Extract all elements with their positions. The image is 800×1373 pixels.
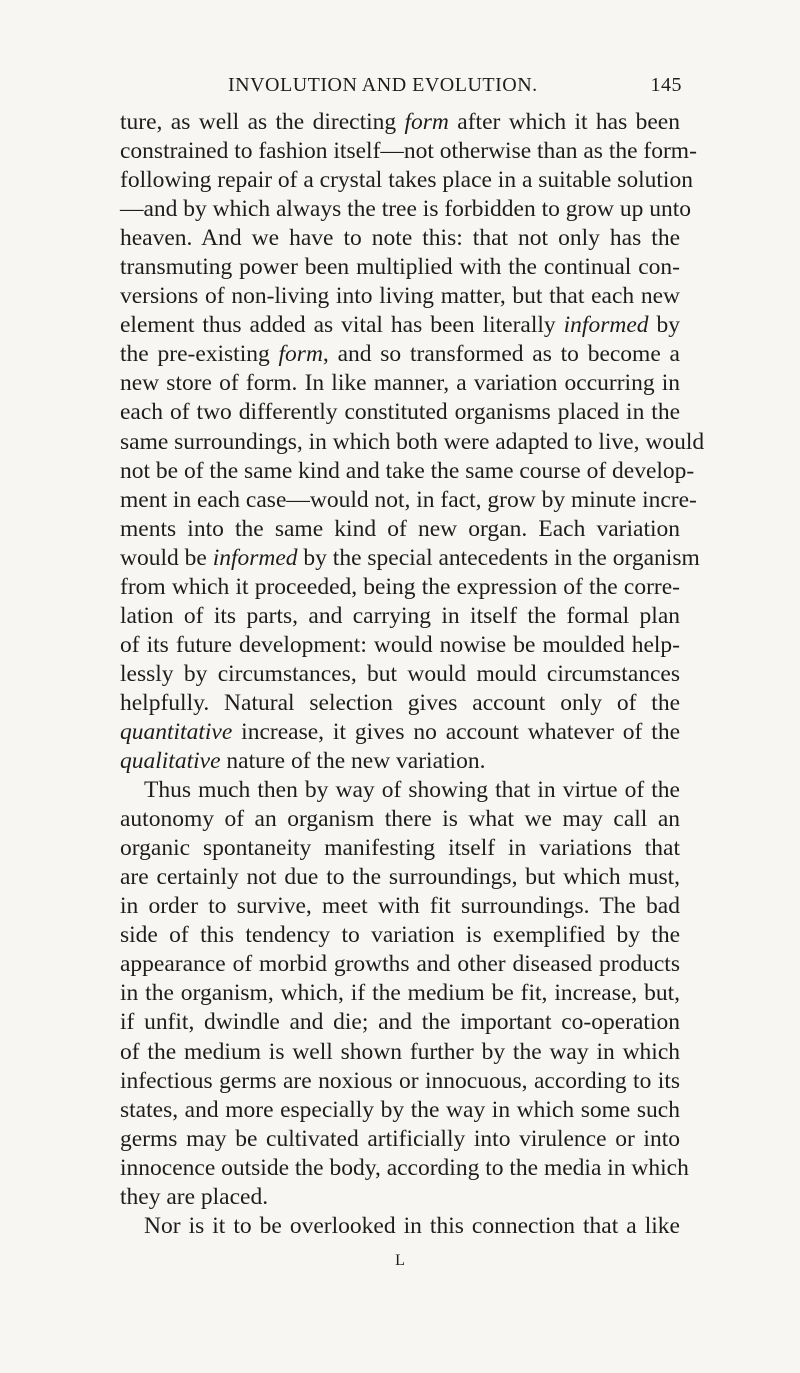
text-line: helpfully. Natural selection gives account only of the bbox=[120, 689, 680, 716]
text-line: appearance of morbid growths and other diseased products bbox=[120, 951, 680, 978]
text-line: ture, as well as the directing form after which it has been bbox=[120, 109, 680, 135]
text-line: —and by which always the tree is forbidden to grow up unto bbox=[120, 196, 692, 223]
text-line: not be of the same kind and take the same course of develop- bbox=[120, 457, 695, 484]
text-line: would be informed by the special antecedents in the organism bbox=[120, 544, 700, 571]
text-line: element thus added as vital has been literally informed by bbox=[120, 312, 680, 339]
text-line: side of this tendency to variation is exemplified by the bbox=[120, 922, 680, 949]
text-line: lessly by circumstances, but would mould circumstances bbox=[120, 660, 680, 687]
text-line: qualitative nature of the new variation. bbox=[120, 748, 486, 775]
text-line: the pre-existing form, and so transformed as to become a bbox=[120, 341, 680, 368]
running-head-title: INVOLUTION AND EVOLUTION. bbox=[228, 74, 538, 96]
running-head bbox=[228, 74, 682, 104]
page-number: 145 bbox=[650, 74, 682, 96]
signature-mark: L bbox=[395, 1252, 405, 1269]
text-line: germs may be cultivated artificially into virulence or into bbox=[120, 1125, 680, 1152]
text-line: in order to survive, meet with fit surroundings. The bad bbox=[120, 893, 680, 920]
text-line: Thus much then by way of showing that in virtue of the bbox=[144, 777, 680, 804]
text-line: each of two differently constituted organisms placed in the bbox=[120, 399, 680, 426]
text-line: innocence outside the body, according to the media in which bbox=[120, 1154, 689, 1181]
text-line: in the organism, which, if the medium be fit, increase, but, bbox=[120, 980, 680, 1007]
text-line: new store of form. In like manner, a variation occurring in bbox=[120, 370, 680, 397]
text-line: ment in each case—would not, in fact, grow by minute incre- bbox=[120, 486, 697, 513]
text-line: constrained to fashion itself—not otherwise than as the form- bbox=[120, 138, 697, 165]
text-line: they are placed. bbox=[120, 1183, 269, 1210]
text-line: of its future development: would nowise be moulded help- bbox=[120, 631, 680, 658]
text-line: from which it proceeded, being the expression of the corre- bbox=[120, 573, 680, 600]
text-line: versions of non-living into living matter, but that each new bbox=[120, 283, 680, 310]
text-line: of the medium is well shown further by the way in which bbox=[120, 1038, 680, 1065]
text-line: same surroundings, in which both were adapted to live, would bbox=[120, 428, 705, 455]
text-line: following repair of a crystal takes place in a suitable solution bbox=[120, 167, 693, 194]
text-line: organic spontaneity manifesting itself in variations that bbox=[120, 835, 680, 862]
text-line: are certainly not due to the surroundings, but which must, bbox=[120, 864, 680, 891]
text-line: if unfit, dwindle and die; and the important co-operation bbox=[120, 1009, 680, 1036]
text-line: autonomy of an organism there is what we may call an bbox=[120, 806, 680, 833]
body-text bbox=[120, 108, 705, 1241]
text-line: heaven. And we have to note this: that not only has the bbox=[120, 225, 680, 252]
text-line: transmuting power been multiplied with the continual con- bbox=[120, 254, 680, 281]
text-line: lation of its parts, and carrying in itself the formal plan bbox=[120, 602, 680, 629]
text-line: Nor is it to be overlooked in this connection that a like bbox=[144, 1212, 680, 1239]
text-line: infectious germs are noxious or innocuous, according to its bbox=[120, 1067, 680, 1094]
text-line: ments into the same kind of new organ. Each variation bbox=[120, 515, 680, 542]
text-line: states, and more especially by the way in which some such bbox=[120, 1096, 680, 1123]
text-line: quantitative increase, it gives no account whatever of the bbox=[120, 718, 680, 745]
